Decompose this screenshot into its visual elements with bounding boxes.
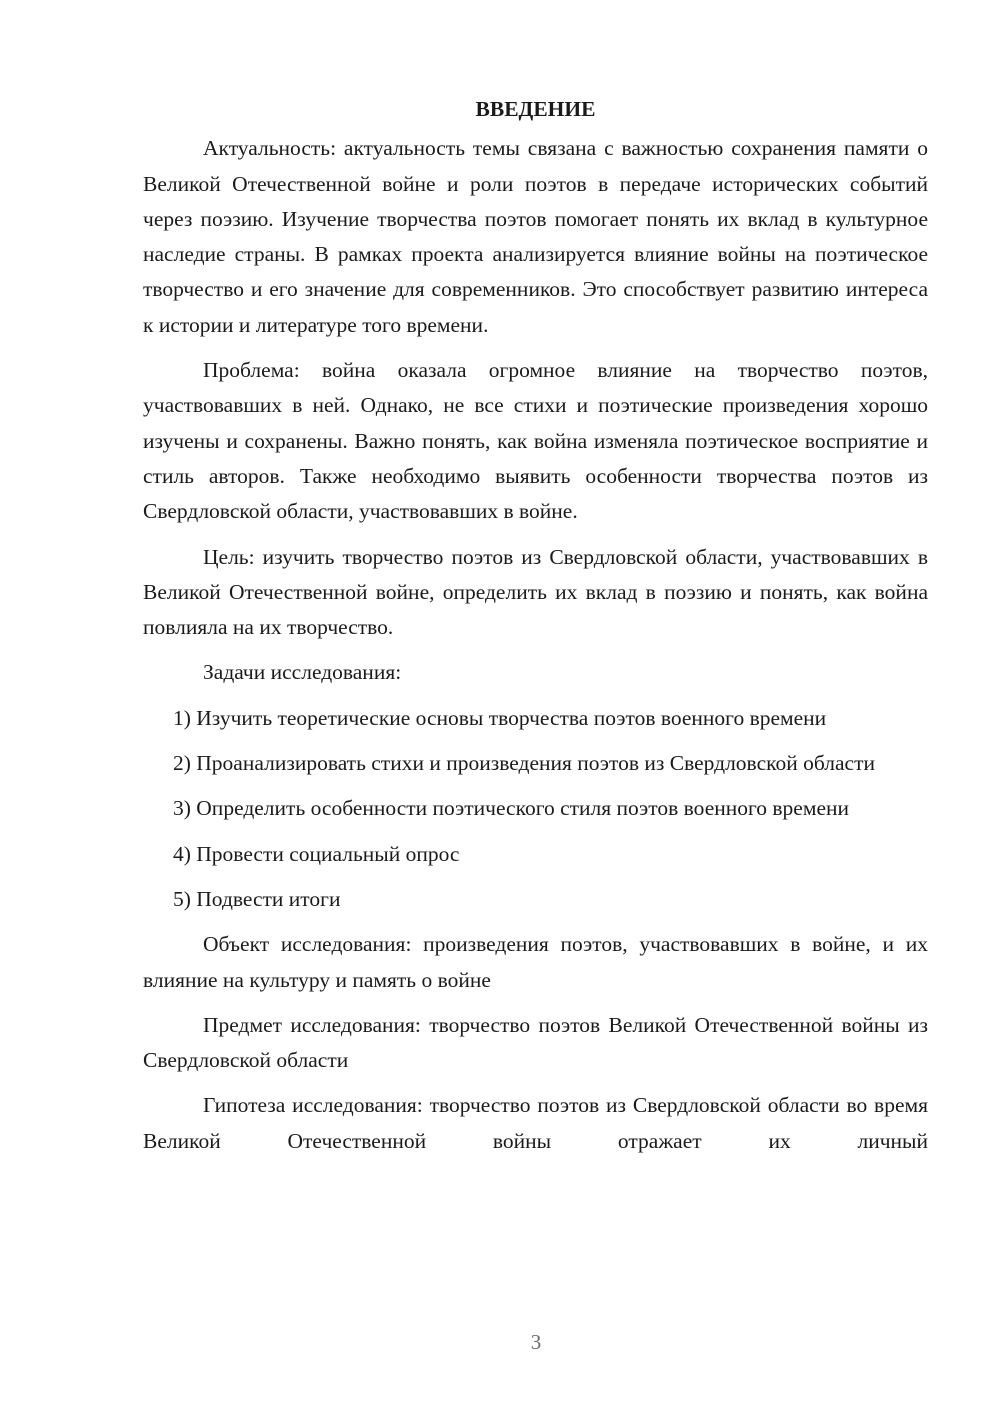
task-item-4: 4) Провести социальный опрос [173,841,460,866]
paragraph-object: Объект исследования: произведения поэтов, участвовавших в войне, и их влияние на культуру и память о войне [143,932,928,992]
paragraph-problem: Проблема: война оказала огромное влияние на творчество поэтов, участвовавших в ней. Однако, не все стихи и поэтические произведения хорошо изучены и сохранены. Важно понять, как война изменяла поэтическое восприятие и стиль авторов. Также необходимо выявить особенности творчества поэтов из Свердловской области, участвовавших в войне. [143,358,928,524]
section-heading: ВВЕДЕНИЕ [475,97,596,121]
page-number: 3 [530,1330,542,1354]
paragraph-subject: Предмет исследования: творчество поэтов Великой Отечественной войны из Свердловской области [143,1012,928,1073]
task-item-1: 1) Изучить теоретические основы творчества поэтов военного времени [173,705,827,730]
task-item-5: 5) Подвести итоги [173,886,341,911]
task-item-2: 2) Проанализировать стихи и произведения поэтов из Свердловской области [173,751,875,776]
page-content [143,92,928,1169]
paragraph-relevance: Актуальность: актуальность темы связана с важностью сохранения памяти о Великой Отечественной войне и роли поэтов в передаче исторических событий через поэзию. Изучение творчества поэтов помогает понять их вклад в культурное наследие страны. В рамках проекта анализируется влияние войны на поэтическое творчество и его значение для современников. Это способствует развитию интереса к истории и литературе того времени. [143,136,928,337]
paragraph-goal: Цель: изучить творчество поэтов из Свердловской области, участвовавших в Великой Отечественной войне, определить их вклад в поэзию и понять, как война повлияла на их творчество. [143,544,928,640]
task-item-3: 3) Определить особенности поэтического стиля поэтов военного времени [173,796,850,821]
paragraph-hypothesis: Гипотеза исследования: творчество поэтов из Свердловской области во время Великой Отечественной войны отражает их личный [143,1093,928,1153]
tasks-label: Задачи исследования: [203,660,402,685]
